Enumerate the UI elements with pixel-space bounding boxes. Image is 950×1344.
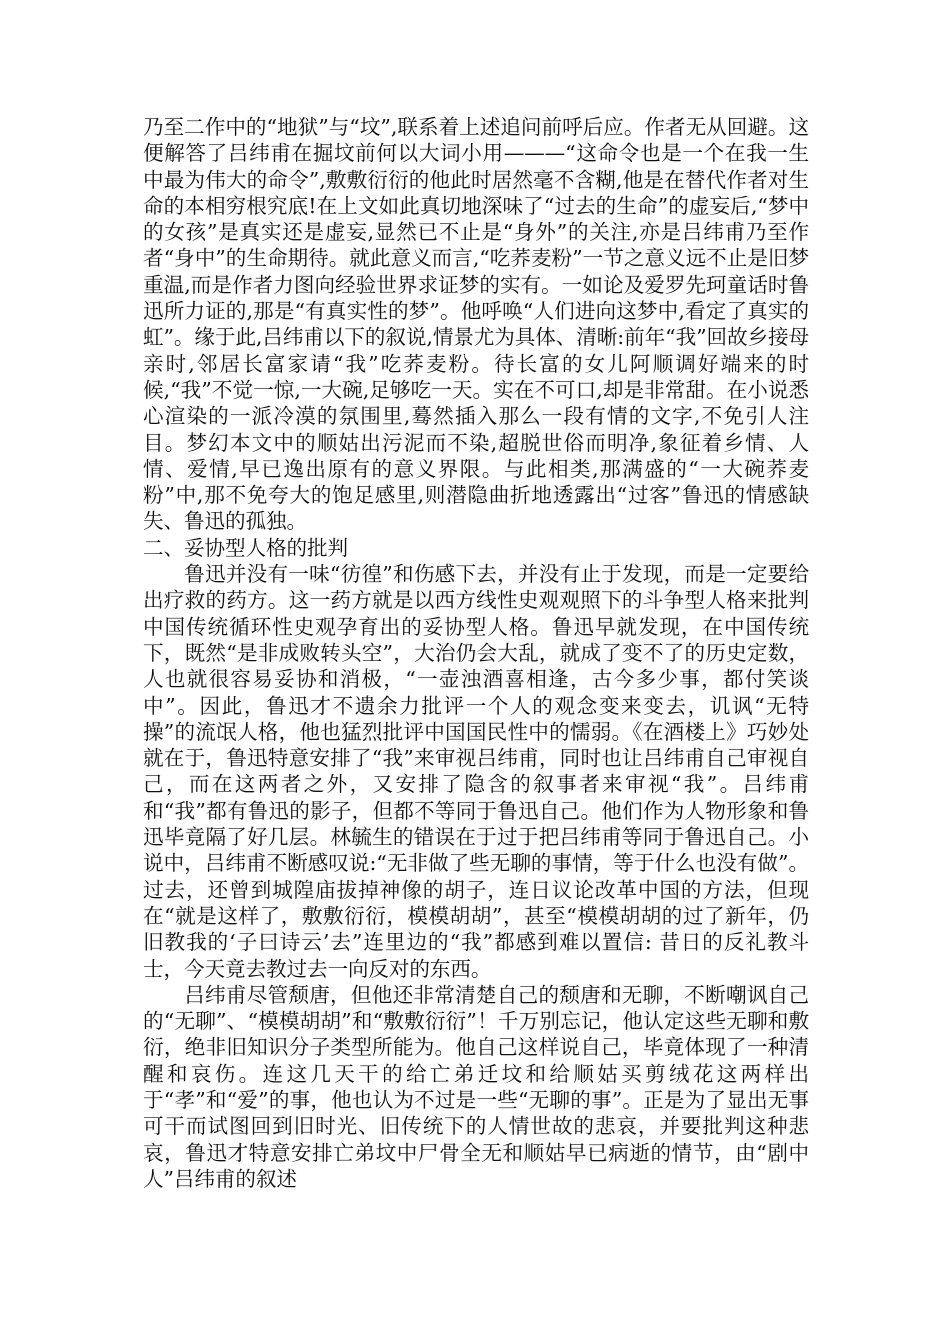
section-heading-2: 二、妥协型人格的批判 xyxy=(143,535,348,560)
paragraph-1: 乃至二作中的“地狱”与“坟”,联系着上述追问前呼后应。作者无从回避。这便解答了吕纬甫在掘坟前何以大词小用———“这命令也是一个在我一生中最为伟大的命令”,敷敷衍衍的他此时居然毫不含糊,他是在替代作者对生命的本相穷根究底!在上文如此真切地深味了“过去的生命”的虚妄后,“梦中的女孩”是真实还是虚妄,显然已不止是“身外”的关注,亦是吕纬甫乃至作者“身中”的生命期待。就此意义而言,“吃荞麦粉”一节之意义远不止是旧梦重温,而是作者力图向经验世界求证梦的实有。一如论及爱罗先珂童话时鲁迅所力证的,那是“有真实性的梦”。他呼唤“人们进向这梦中,看定了真实的虹”。缘于此,吕纬甫以下的叙说,情景尤为具体、清晰:前年“我”回故乡接母亲时,邻居长富家请“我”吃荞麦粉。待长富的女儿阿顺调好端来的时候,“我”不觉一惊,一大碗,足够吃一天。实在不可口,却是非常甜。在小说悉心渲染的一派冷漠的氛围里,蓦然插入那么一段有情的文字,不免引人注目。梦幻本文中的顺姑出污泥而不染,超脱世俗而明净,象征着乡情、人情、爱情,早已逸出原有的意义界限。与此相类,那满盛的“一大碗荞麦粉”中,那不免夸大的饱足感里,则潜隐曲折地透露出“过客”鲁迅的情感缺失、鲁迅的孤独。 xyxy=(143,115,809,534)
paragraph-2: 鲁迅并没有一味“彷徨”和伤感下去，并没有止于发现，而是一定要给出疗救的药方。这一药方就是以西方线性史观观照下的斗争型人格来批判中国传统循环性史观孕育出的妥协型人格。鲁迅早就发现，在中国传统下，既然“是非成败转头空”，大治仍会大乱，就成了变不了的历史定数，人也就很容易妥协和消极，“一壶浊酒喜相逢，古今多少事，都付笑谈中”。因此，鲁迅才不遗余力批评一个人的观念变来变去，讥讽“无特操”的流氓人格，他也猛烈批评中国国民性中的懦弱。《在酒楼上》巧妙处就在于，鲁迅特意安排了“我”来审视吕纬甫，同时也让吕纬甫自己审视自己，而在这两者之外，又安排了隐含的叙事者来审视“我”。吕纬甫和“我”都有鲁迅的影子，但都不等同于鲁迅自己。他们作为人物形象和鲁迅毕竟隔了好几层。林毓生的错误在于过于把吕纬甫等同于鲁迅自己。小说中，吕纬甫不断感叹说:“无非做了些无聊的事情，等于什么也没有做”。过去，还曾到城隍庙拔掉神像的胡子，连日议论改革中国的方法，但现在“就是这样了，敷敷衍衍，模模胡胡”，甚至“模模胡胡的过了新年，仍旧教我的‘子曰诗云’去”连里边的“我”都感到难以置信: 昔日的反礼教斗士，今天竟去教过去一向反对的东西。 xyxy=(143,562,809,981)
document-body xyxy=(143,114,809,1192)
paragraph-3: 吕纬甫尽管颓唐，但他还非常清楚自己的颓唐和无聊，不断嘲讽自己的“无聊”、“模模胡胡”和“敷敷衍衍”！千万别忘记，他认定这些无聊和敷衍，绝非旧知识分子类型所能为。他自己这样说自己，毕竟体现了一种清醒和哀伤。连这几天干的给亡弟迁坟和给顺姑买剪绒花这两样出于“孝”和“爱”的事，他也认为不过是一些“无聊的事”。正是为了显出无事可干而试图回到旧时光、旧传统下的人情世故的悲哀，并要批判这种悲哀，鲁迅才特意安排亡弟坟中尸骨全无和顺姑早已病逝的情节，由“剧中人”吕纬甫的叙述 xyxy=(143,982,809,1191)
